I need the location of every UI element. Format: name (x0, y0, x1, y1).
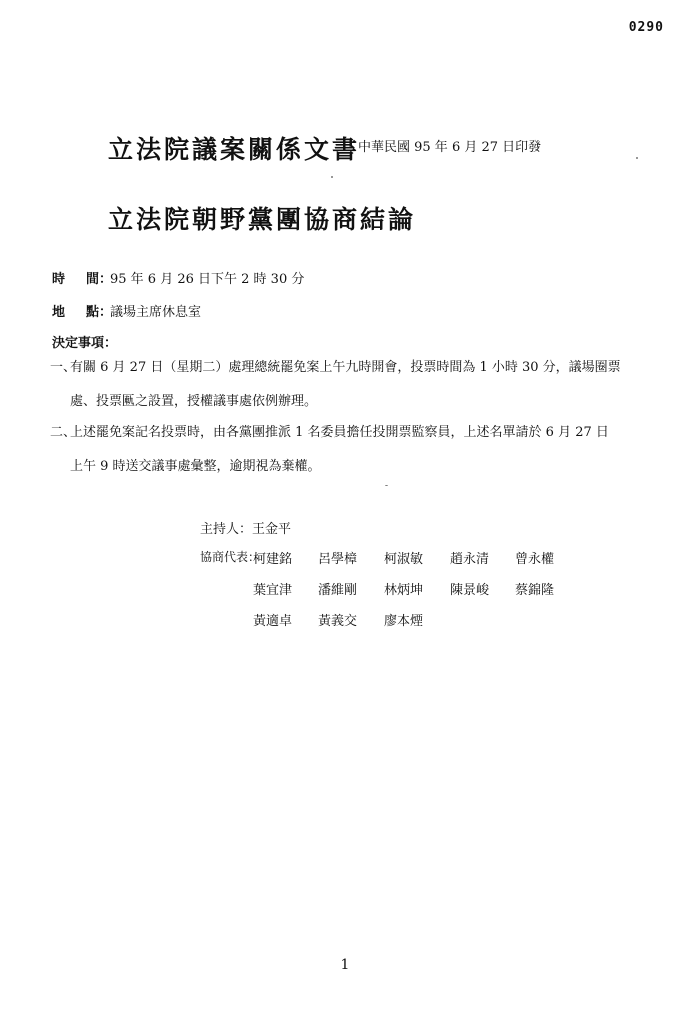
page-code: 0290 (628, 20, 664, 35)
main-title: 立法院朝野黨團協商結論 (108, 205, 417, 234)
representative: 曾永權 (515, 552, 555, 567)
representative: 黃義交 (318, 614, 358, 629)
footer-page-number: 1 (340, 957, 350, 973)
representative: 柯建銘 (253, 552, 293, 567)
place-label-char-1: 地 (52, 305, 66, 320)
document-header-title: 立法院議案關係文書 (108, 135, 361, 164)
representative: 蔡錦隆 (515, 583, 555, 598)
scan-speck (385, 485, 388, 486)
representative: 林炳坤 (384, 583, 424, 598)
time-label (52, 268, 116, 287)
decision-item-1-line-1: 有關 6 月 27 日（星期二）處理總統罷免案上午九時開會，投票時間為 1 小時 30 分，議場圈票 (70, 360, 621, 375)
decision-item-2-line-2: 上午 9 時送交議事處彙整，逾期視為棄權。 (70, 459, 321, 474)
decision-item-1 (50, 351, 630, 419)
meeting-time (52, 268, 304, 287)
meeting-place (52, 301, 201, 320)
representative: 呂學樟 (318, 552, 358, 567)
decision-item-2 (50, 416, 630, 484)
time-value: 95 年 6 月 26 日下午 2 時 30 分 (110, 272, 305, 287)
representative: 葉宜津 (253, 583, 293, 598)
representative: 廖本煙 (384, 614, 424, 629)
chair-person: 主持人：王金平 (200, 522, 292, 537)
scan-speck (331, 176, 333, 178)
issue-date: 中華民國 95 年 6 月 27 日印發 (358, 140, 542, 155)
place-value: 議場主席休息室 (110, 305, 202, 320)
representative: 黃適卓 (253, 614, 293, 629)
place-label (52, 301, 116, 320)
time-label-char-1: 時 (52, 272, 66, 287)
representative: 陳景峻 (450, 583, 490, 598)
decision-item-2-line-1: 上述罷免案記名投票時，由各黨團推派 1 名委員擔任投開票監察員，上述名單請於 6 月 27 日 (70, 425, 609, 440)
representative: 柯淑敏 (384, 552, 424, 567)
scan-speck (636, 157, 638, 159)
time-label-char-2: 間： (86, 272, 113, 287)
representative: 趙永清 (450, 552, 490, 567)
decisions-heading: 決定事項： (52, 336, 118, 351)
place-label-char-2: 點： (86, 305, 113, 320)
decision-item-1-line-2: 處、投票匭之設置，授權議事處依例辦理。 (70, 394, 318, 409)
decision-item-1-number: 一、 (50, 360, 77, 375)
reps-label: 協商代表： (200, 550, 261, 564)
representative: 潘維剛 (318, 583, 358, 598)
decision-item-2-number: 二、 (50, 425, 77, 440)
